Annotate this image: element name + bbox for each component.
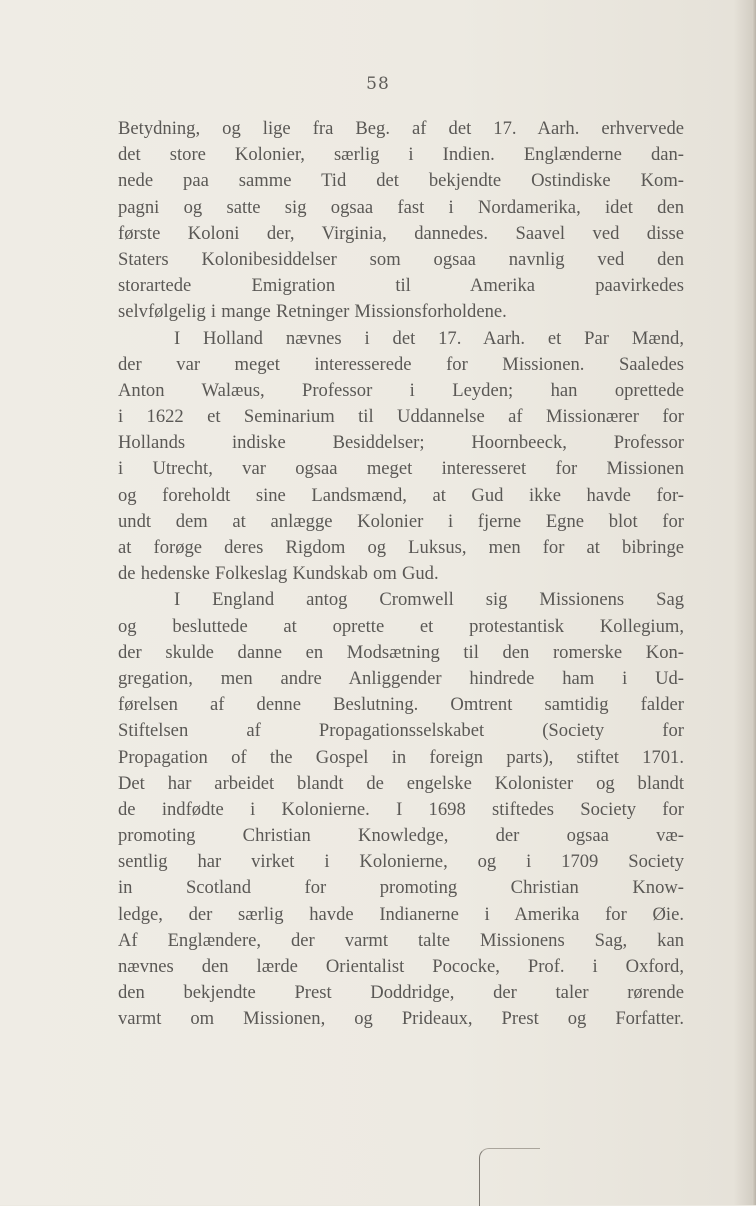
text-line: undt dem at anlægge Kolonier i fjerne Egne blot for <box>118 510 684 532</box>
text-line: i Utrecht, var ogsaa meget interesseret for Missionen <box>118 458 684 480</box>
text-line: Propagation of the Gospel in foreign parts), stiftet 1701. <box>118 746 684 768</box>
text-line: de hedenske Folkeslag Kundskab om Gud. <box>118 563 439 585</box>
text-line: det store Kolonier, særlig i Indien. Englænderne dan- <box>118 144 684 166</box>
page-number: 58 <box>366 74 390 94</box>
text-line: førelsen af denne Beslutning. Omtrent samtidig falder <box>118 694 684 716</box>
text-line: og besluttede at oprette et protestantisk Kollegium, <box>118 615 684 637</box>
text-line: gregation, men andre Anliggender hindrede ham i Ud- <box>118 667 684 689</box>
body-text <box>118 116 684 1033</box>
text-line: storartede Emigration til Amerika paavirkedes <box>118 275 684 297</box>
text-line: Staters Kolonibesiddelser som ogsaa navnlig ved den <box>118 248 684 270</box>
text-line: første Koloni der, Virginia, dannedes. Saavel ved disse <box>118 222 684 244</box>
text-line: pagni og satte sig ogsaa fast i Nordamerika, idet den <box>118 196 684 218</box>
text-line: Anton Walæus, Professor i Leyden; han oprettede <box>118 379 684 401</box>
text-line: der skulde danne en Modsætning til den romerske Kon- <box>118 641 684 663</box>
text-line: der var meget interesserede for Missionen. Saaledes <box>118 353 684 375</box>
text-line: Stiftelsen af Propagationsselskabet (Society for <box>118 720 684 742</box>
text-line: nævnes den lærde Orientalist Pococke, Prof. i Oxford, <box>118 956 684 977</box>
text-line: den bekjendte Prest Doddridge, der taler rørende <box>118 982 684 1004</box>
text-line: in Scotland for promoting Christian Know- <box>118 877 684 899</box>
text-line: sentlig har virket i Kolonierne, og i 1709 Society <box>118 851 684 873</box>
text-line: at forøge deres Rigdom og Luksus, men for at bibringe <box>118 537 684 558</box>
text-line: de indfødte i Kolonierne. I 1698 stiftedes Society for <box>118 798 684 820</box>
text-line: og foreholdt sine Landsmænd, at Gud ikke havde for- <box>118 484 684 506</box>
decorative-bracket-mark <box>479 1148 540 1206</box>
text-line: varmt om Missionen, og Prideaux, Prest og Forfatter. <box>118 1008 684 1030</box>
text-line: i 1622 et Seminarium til Uddannelse af Missionærer for <box>118 406 684 428</box>
text-line: promoting Christian Knowledge, der ogsaa væ- <box>118 825 684 847</box>
page-edge <box>752 0 756 1205</box>
text-line: selvfølgelig i mange Retninger Missionsforholdene. <box>118 301 507 323</box>
text-line: nede paa samme Tid det bekjendte Ostindiske Kom- <box>118 170 684 192</box>
text-line: Det har arbeidet blandt de engelske Kolonister og blandt <box>118 772 684 794</box>
text-line: Af Englændere, der varmt talte Missionens Sag, kan <box>118 929 684 951</box>
text-line: I England antog Cromwell sig Missionens Sag <box>174 589 684 611</box>
text-line: Betydning, og lige fra Beg. af det 17. Aarh. erhvervede <box>118 118 684 139</box>
text-line: I Holland nævnes i det 17. Aarh. et Par Mænd, <box>174 327 684 349</box>
text-line: Hollands indiske Besiddelser; Hoornbeeck, Professor <box>118 432 684 454</box>
text-line: ledge, der særlig havde Indianerne i Amerika for Øie. <box>118 903 684 925</box>
